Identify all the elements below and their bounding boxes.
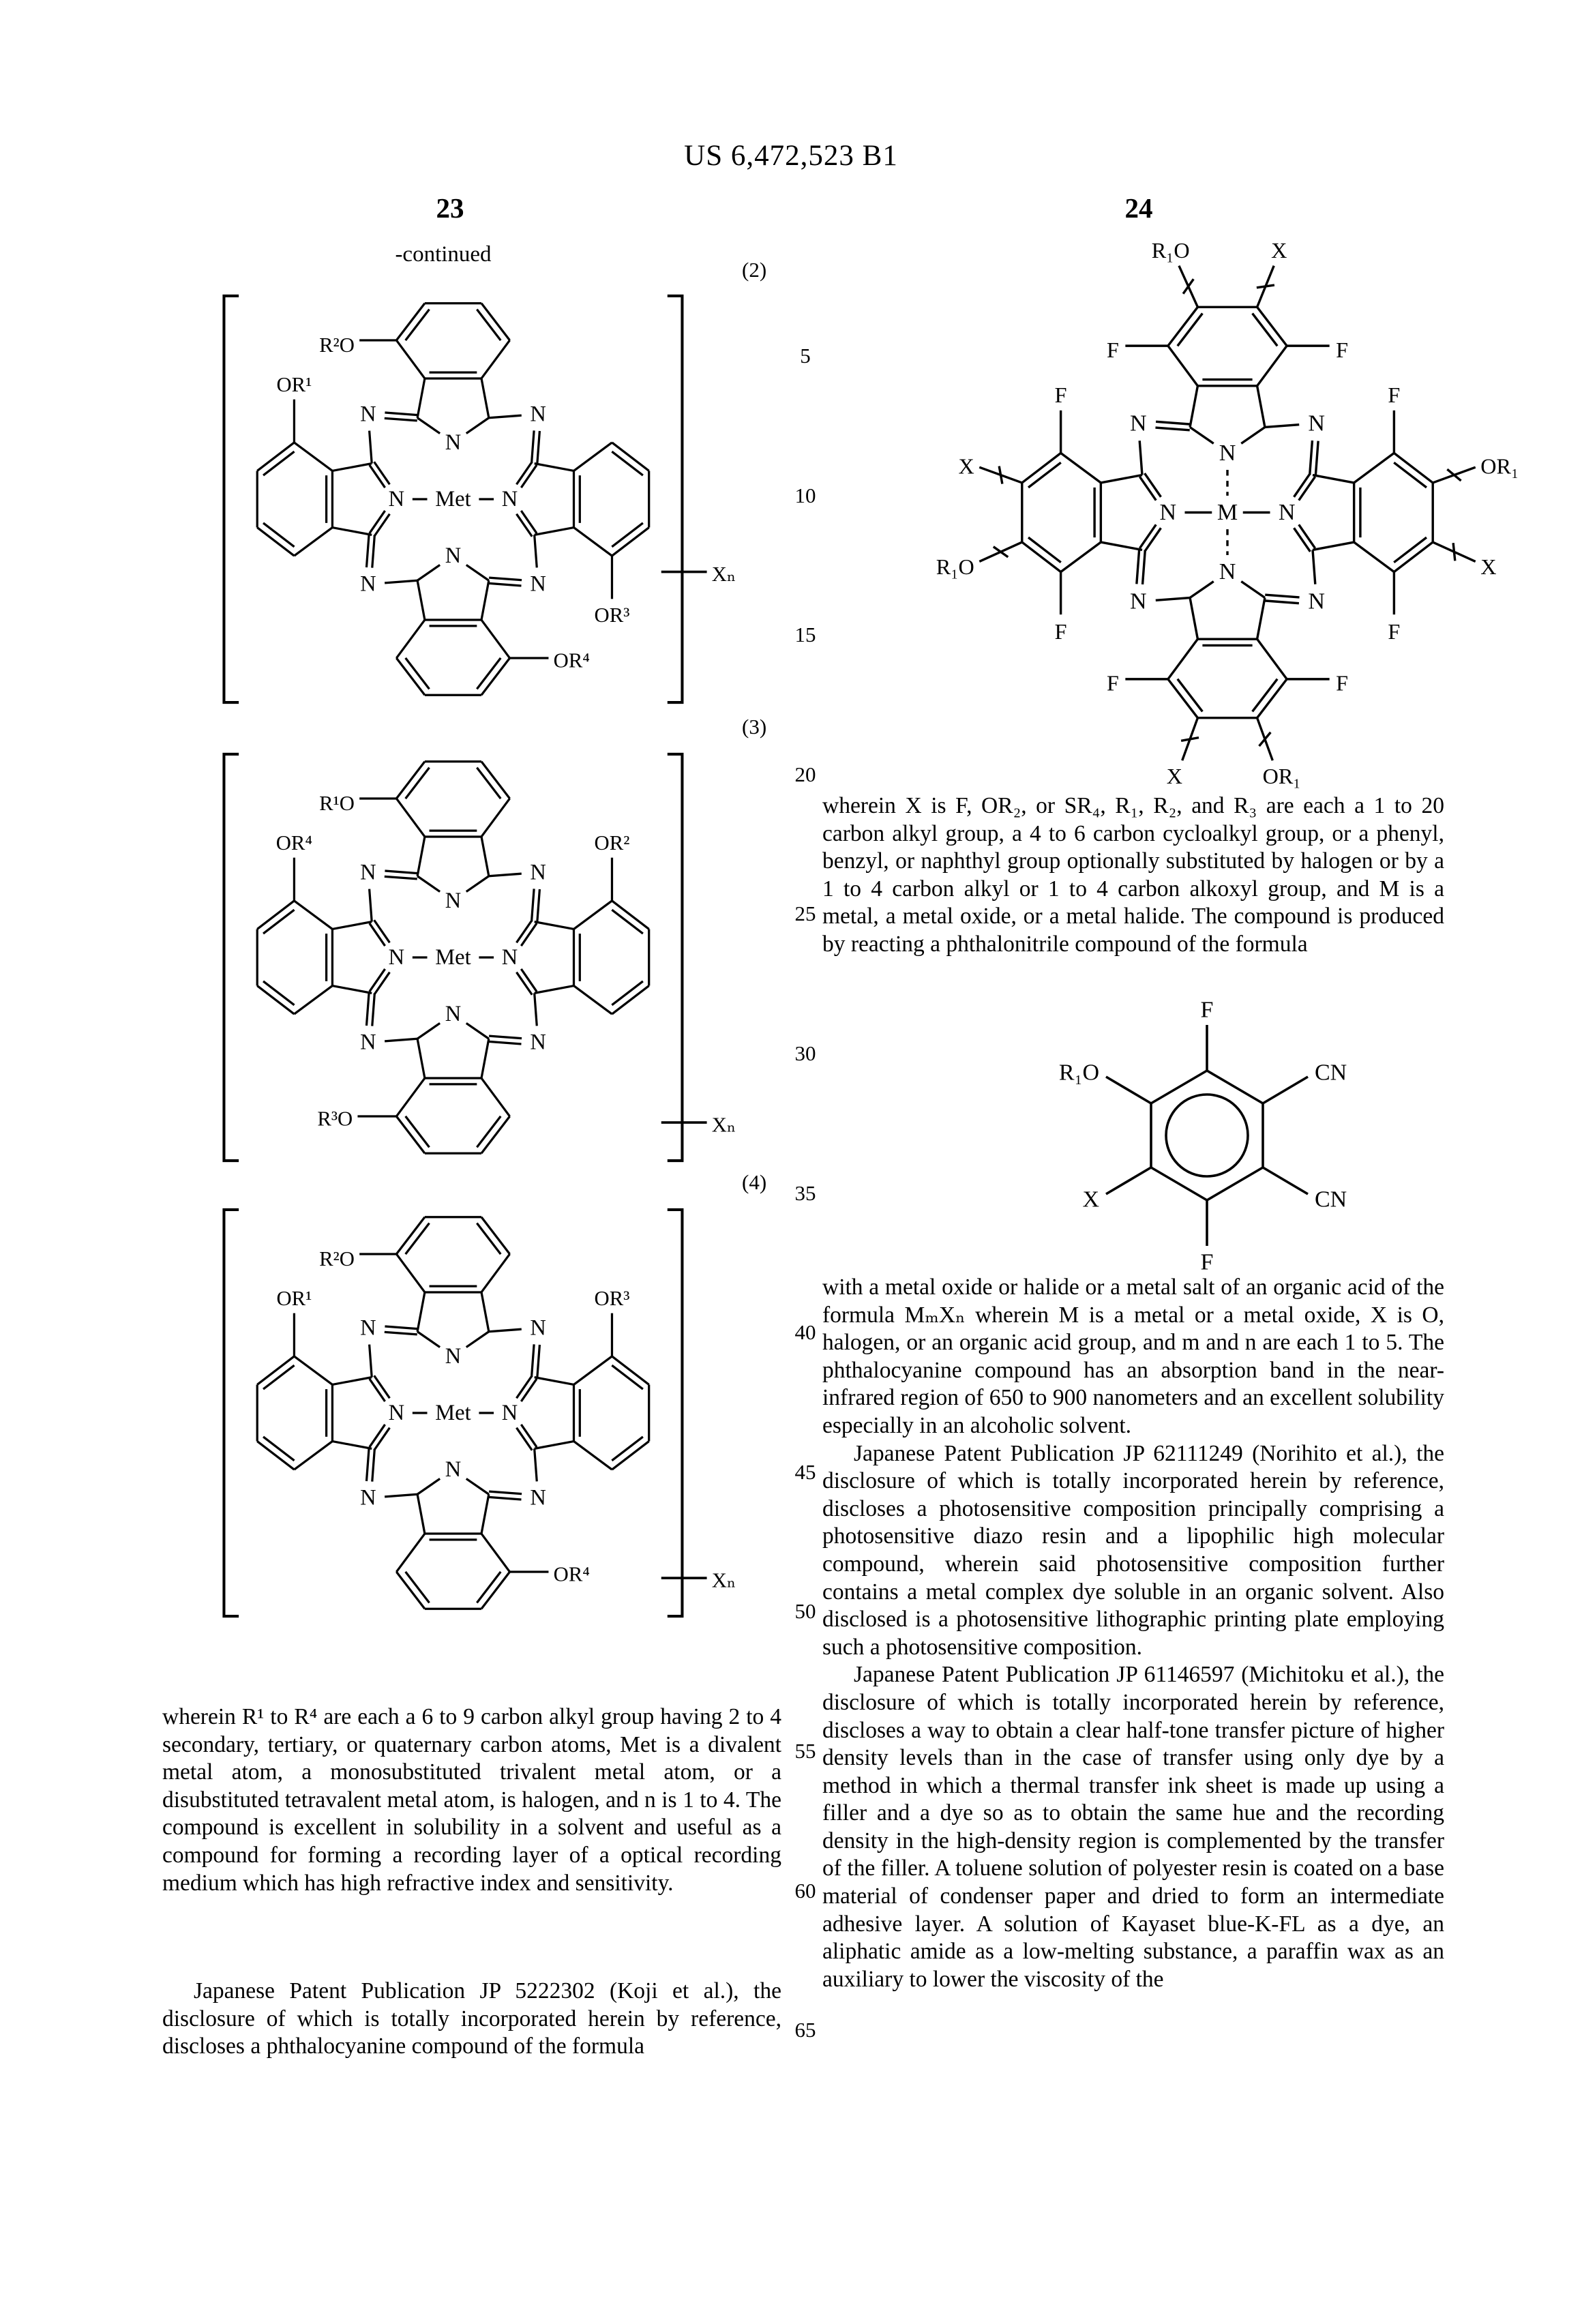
line-number: 25 — [794, 902, 816, 926]
phthalocyanine-structure-formula-2 — [176, 270, 749, 732]
atom-label: N — [360, 1315, 376, 1341]
atom-label: R₁O — [1151, 237, 1190, 263]
atom-label: N — [388, 945, 405, 970]
atom-label: Met — [435, 487, 471, 511]
atom-label: N — [445, 430, 462, 455]
atom-label: OR⁴ — [553, 1562, 591, 1586]
line-number: 30 — [794, 1041, 816, 1065]
line-number: 35 — [794, 1180, 816, 1205]
atom-label: N — [501, 1401, 518, 1425]
atom-label: R¹O — [319, 792, 355, 816]
line-number: 20 — [794, 762, 816, 786]
atom-label: R³O — [317, 1107, 353, 1131]
formula-label-2: (2) — [742, 258, 767, 282]
atom-label: N — [530, 402, 546, 427]
atom-label: M — [1217, 500, 1238, 525]
atom-label: N — [360, 1485, 376, 1510]
atom-label: R²O — [319, 333, 355, 357]
atom-label: OR₁ — [1480, 453, 1519, 479]
atom-label: F — [1054, 619, 1067, 644]
atom-label: F — [1388, 383, 1401, 408]
atom-label: OR³ — [594, 603, 630, 627]
line-number: 65 — [794, 2018, 816, 2042]
phthalocyanine-structure-formula-3 — [176, 728, 749, 1190]
atom-label: OR⁴ — [275, 831, 313, 854]
atom-label: N — [530, 1030, 546, 1055]
atom-label: R²O — [319, 1247, 355, 1271]
line-number: 40 — [794, 1320, 816, 1345]
atom-label: OR³ — [594, 1287, 630, 1310]
atom-label: F — [1388, 619, 1401, 644]
atom-label: N — [445, 888, 462, 913]
atom-label: N — [360, 571, 376, 597]
atom-label: N — [445, 1457, 462, 1483]
atom-label: F — [1336, 337, 1349, 362]
atom-label: F — [1200, 997, 1214, 1023]
atom-label: F — [1336, 670, 1349, 696]
atom-label: N — [1129, 411, 1147, 436]
atom-label: X — [958, 453, 974, 479]
chemical-structure-drawing — [176, 728, 749, 1187]
paragraph: wherein X is F, OR₂, or SR₄, R₁, R₂, and R₃ are each a 1 to 20 carbon alkyl group, a 4 to 6 carbon cycloalkyl group, or a phenyl, benzyl, or naphthyl group optionally substituted by halogen or by a 1 to 4 carbon alkyl or 1 to 4 carbon alkoxyl group, and M is a metal, a metal oxide, or a metal halide. The compound is produced by reacting a phthalonitrile compound of the formula — [822, 793, 1444, 957]
atom-label: X — [1271, 237, 1287, 263]
atom-label: F — [1200, 1249, 1214, 1275]
formula-label-4: (4) — [742, 1170, 767, 1194]
atom-label: N — [1308, 411, 1326, 436]
atom-label: R₁O — [936, 554, 974, 580]
atom-label: Xₙ — [711, 1568, 736, 1592]
atom-label: OR₁ — [1262, 763, 1301, 788]
paragraph: Japanese Patent Publication JP 5222302 (Koji et al.), the disclosure of which is totally incorporated herein by reference, discloses a phthalocyanine compound of the formula — [162, 1978, 781, 2059]
line-number: 45 — [794, 1459, 816, 1484]
paragraph: wherein R¹ to R⁴ are each a 6 to 9 carbon alkyl group having 2 to 4 secondary, tertiary, or quaternary carbon atoms, Met is a divalent metal atom, a monosubstituted trivalent metal atom, or a disubstituted tetravalent metal atom, is halogen, and n is 1 to 4. The compound is excellent in solubility in a solvent and useful as a compound for forming a recording layer of a optical recording medium which has high refractive index and sensitivity. — [162, 1704, 781, 1896]
phthalocyanine-structure-formula-4 — [176, 1184, 749, 1645]
atom-label: N — [530, 860, 546, 885]
chemical-structure-drawing — [176, 1184, 749, 1642]
fluorinated-phthalocyanine-structure — [921, 225, 1534, 803]
line-number: 60 — [794, 1878, 816, 1903]
atom-label: R₁O — [1058, 1060, 1099, 1086]
atom-label: N — [1219, 440, 1236, 466]
atom-label: OR¹ — [276, 1287, 312, 1310]
atom-label: N — [1308, 589, 1326, 614]
atom-label: X — [1166, 763, 1182, 788]
atom-label: OR² — [594, 831, 630, 854]
atom-label: N — [388, 487, 405, 511]
atom-label: X — [1480, 554, 1497, 580]
line-number: 5 — [800, 344, 811, 368]
atom-label: N — [1129, 589, 1147, 614]
patent-number-header: US 6,472,523 B1 — [684, 140, 898, 172]
line-number: 50 — [794, 1599, 816, 1624]
formula-label-3: (3) — [742, 715, 767, 739]
atom-label: X — [1082, 1187, 1099, 1212]
atom-label: N — [445, 1002, 462, 1027]
continued-label: -continued — [395, 242, 492, 267]
line-number: 15 — [794, 623, 816, 647]
atom-label: Xₙ — [711, 563, 736, 586]
atom-label: N — [445, 543, 462, 569]
paragraph: Japanese Patent Publication JP 61146597 (Michitoku et al.), the disclosure of which is totally incorporated herein by reference, discloses a way to obtain a clear half-tone transfer picture of higher density levels than in the case of transfer using only dye by a method in which a thermal transfer ink sheet is made up using a filler and a dye so as to obtain the same hue and the recording density in the high-density region is complemented by the transfer of the filler. A toluene solution of polyester resin is coated on a base material of condenser paper and dried to form an intermediate adhesive layer. A solution of Kayaset blue-K-FL as a dye, an aliphatic amide as a low-melting substance, a paraffin wax as an auxiliary to lower the viscosity of the — [822, 1662, 1444, 1992]
atom-label: N — [360, 1030, 376, 1055]
atom-label: OR⁴ — [553, 649, 591, 672]
atom-label: N — [360, 402, 376, 427]
atom-label: N — [1219, 559, 1236, 585]
chemical-structure-drawing — [1023, 996, 1391, 1275]
atom-label: F — [1106, 337, 1119, 362]
atom-label: N — [530, 571, 546, 597]
right-column-text-upper — [822, 792, 1444, 959]
atom-label: Met — [435, 945, 471, 970]
atom-label: Xₙ — [711, 1113, 736, 1137]
atom-label: N — [1278, 500, 1296, 525]
line-number: 55 — [794, 1739, 816, 1763]
paragraph: with a metal oxide or halide or a metal salt of an organic acid of the formula MₘXₙ wherein M is a metal or a metal oxide, X is O, halogen, or an organic acid group, and m and n are each 1 to 5. The phthalocyanine compound has an absorption band in the near-infrared region of 650 to 900 nanometers and an excellent solubility especially in an alcoholic solvent. — [822, 1275, 1444, 1438]
phthalonitrile-structure — [1023, 996, 1391, 1279]
page-number-right: 24 — [1124, 192, 1153, 224]
atom-label: OR¹ — [276, 373, 312, 396]
right-column-text-lower — [822, 1274, 1444, 1993]
line-number: 10 — [794, 483, 816, 507]
atom-label: F — [1106, 670, 1119, 696]
atom-label: N — [501, 487, 518, 511]
atom-label: N — [530, 1315, 546, 1341]
atom-label: CN — [1315, 1060, 1347, 1086]
atom-label: N — [388, 1401, 405, 1425]
paragraph: Japanese Patent Publication JP 62111249 (Norihito et al.), the disclosure of which is totally incorporated herein by reference, discloses a photosensitive composition principally comprising a photosensitive diazo resin and a lipophilic high molecular compound, wherein said photosensitive composition further contains a metal complex dye soluble in an organic solvent. Also disclosed is a photosensitive lithographic printing plate employing such a photosensitive composition. — [822, 1440, 1444, 1660]
atom-label: N — [1159, 500, 1177, 525]
atom-label: CN — [1315, 1187, 1347, 1212]
page-number-left: 23 — [436, 192, 464, 224]
atom-label: N — [360, 860, 376, 885]
atom-label: N — [501, 945, 518, 970]
left-column-text — [162, 1703, 781, 2061]
atom-label: Met — [435, 1401, 471, 1425]
atom-label: N — [530, 1485, 546, 1510]
atom-label: N — [445, 1343, 462, 1369]
chemical-structure-drawing — [921, 225, 1534, 800]
chemical-structure-drawing — [176, 270, 749, 728]
atom-label: F — [1054, 383, 1067, 408]
